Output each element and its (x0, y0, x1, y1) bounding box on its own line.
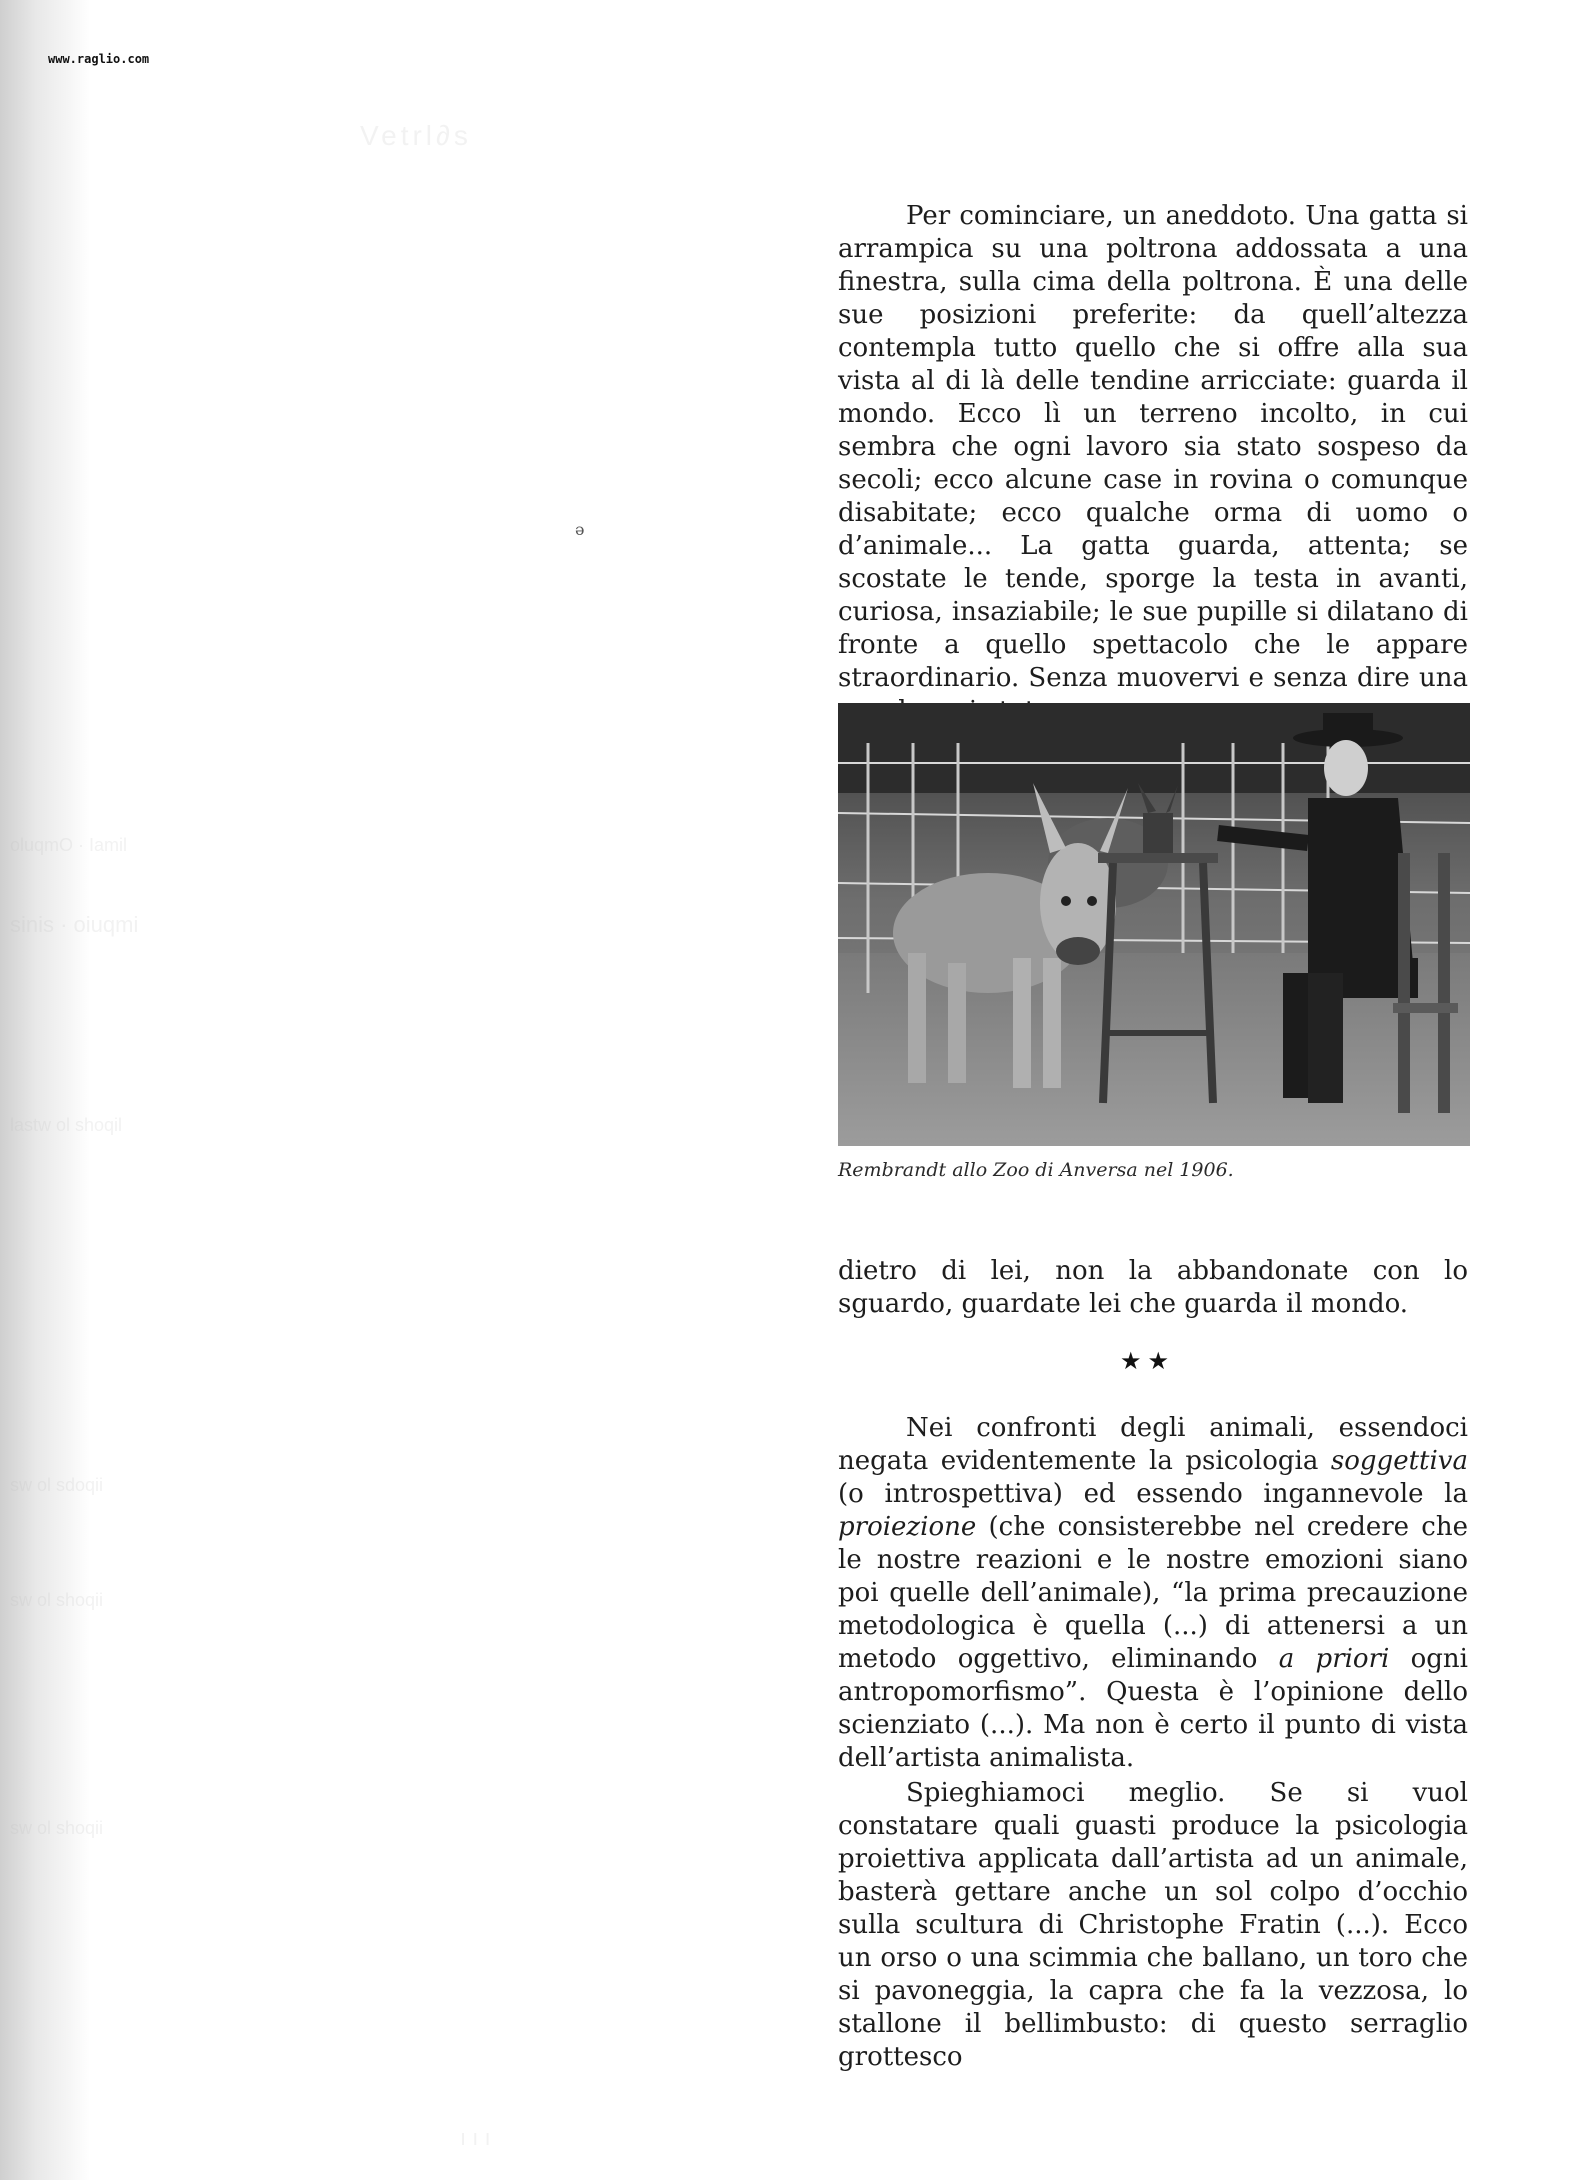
photo-caption: Rembrandt allo Zoo di Anversa nel 1906. (838, 1159, 1234, 1181)
text-column-bottom (838, 1412, 1468, 2074)
site-watermark: www.raglio.com (48, 52, 150, 66)
emphasis-soggettiva: soggettiva (1330, 1446, 1468, 1476)
stray-mark: ə (575, 520, 585, 539)
section-separator: ★★ (1120, 1347, 1176, 1375)
paragraph-animals-t3: (che consisterebbe nel credere che le nostre reazioni e le nostre emozioni siano poi quelle dell’animale), “la prima precauzione metodologica è quella (...) di attenersi a un metodo oggettivo, eliminando (838, 1512, 1468, 1674)
paragraph-continuation: dietro di lei, non la abbandonate con lo sguardo, guardate lei che guarda il mondo. (838, 1256, 1468, 1319)
bleed-through: Vetrl∂s oluqmO · Iamil sinis · oiuqmi lastw ol shoqil sw ol sdoqii sw ol shoqii sw ol shoqii ı ı ı (10, 120, 491, 2150)
paragraph-animals (838, 1412, 1468, 1775)
text-column-middle (838, 1255, 1468, 1321)
paragraph-explanation: Spieghiamoci meglio. Se si vuol constatare quali guasti produce la psicologia proiettiva applicata dall’artista ad un animale, basterà gettare anche un sol colpo d’occhio sulla scultura di Christophe Fratin (...). Ecco un orso o una scimmia che ballano, un toro che si pavoneggia, la capra che fa la vezzosa, lo stallone il bellimbusto: di questo serraglio grottesco (838, 1778, 1468, 2072)
paragraph-animals-t4: ogni antropomorfismo”. Questa è l’opinione dello scienziato (...). Ma non è certo il punto di vista dell’artista animalista. (838, 1644, 1468, 1773)
paragraph-animals-t2: (o introspettiva) ed essendo ingannevole la (838, 1479, 1468, 1509)
emphasis-proiezione: proiezione (838, 1512, 977, 1542)
text-column-top (838, 200, 1468, 728)
photo-donkey-and-sculptor (838, 703, 1470, 1146)
paragraph-animals-t1: Nei confronti degli animali, essendoci negata evidentemente la psicologia (838, 1413, 1468, 1476)
emphasis-a-priori: a priori (1278, 1644, 1390, 1674)
paragraph-opening: Per cominciare, un aneddoto. Una gatta si arrampica su una poltrona addossata a una finestra, sulla cima della poltrona. È una delle sue posizioni preferite: da quell’altezza contempla tutto quello che si offre alla sua vista al di là delle tendine arricciate: guarda il mondo. Ecco lì un terreno incolto, in cui sembra che ogni lavoro sia stato sospeso da secoli; ecco alcune case in rovina o comunque disabitate; ecco qualche orma di uomo o d’animale... La gatta guarda, attenta; se scostate le tende, sporge la testa in avanti, curiosa, insaziabile; le sue pupille si dilatano di fronte a quello spettacolo che le appare straordinario. Senza muovervi e senza dire una (838, 201, 1468, 693)
photo-illustration (838, 703, 1470, 1146)
